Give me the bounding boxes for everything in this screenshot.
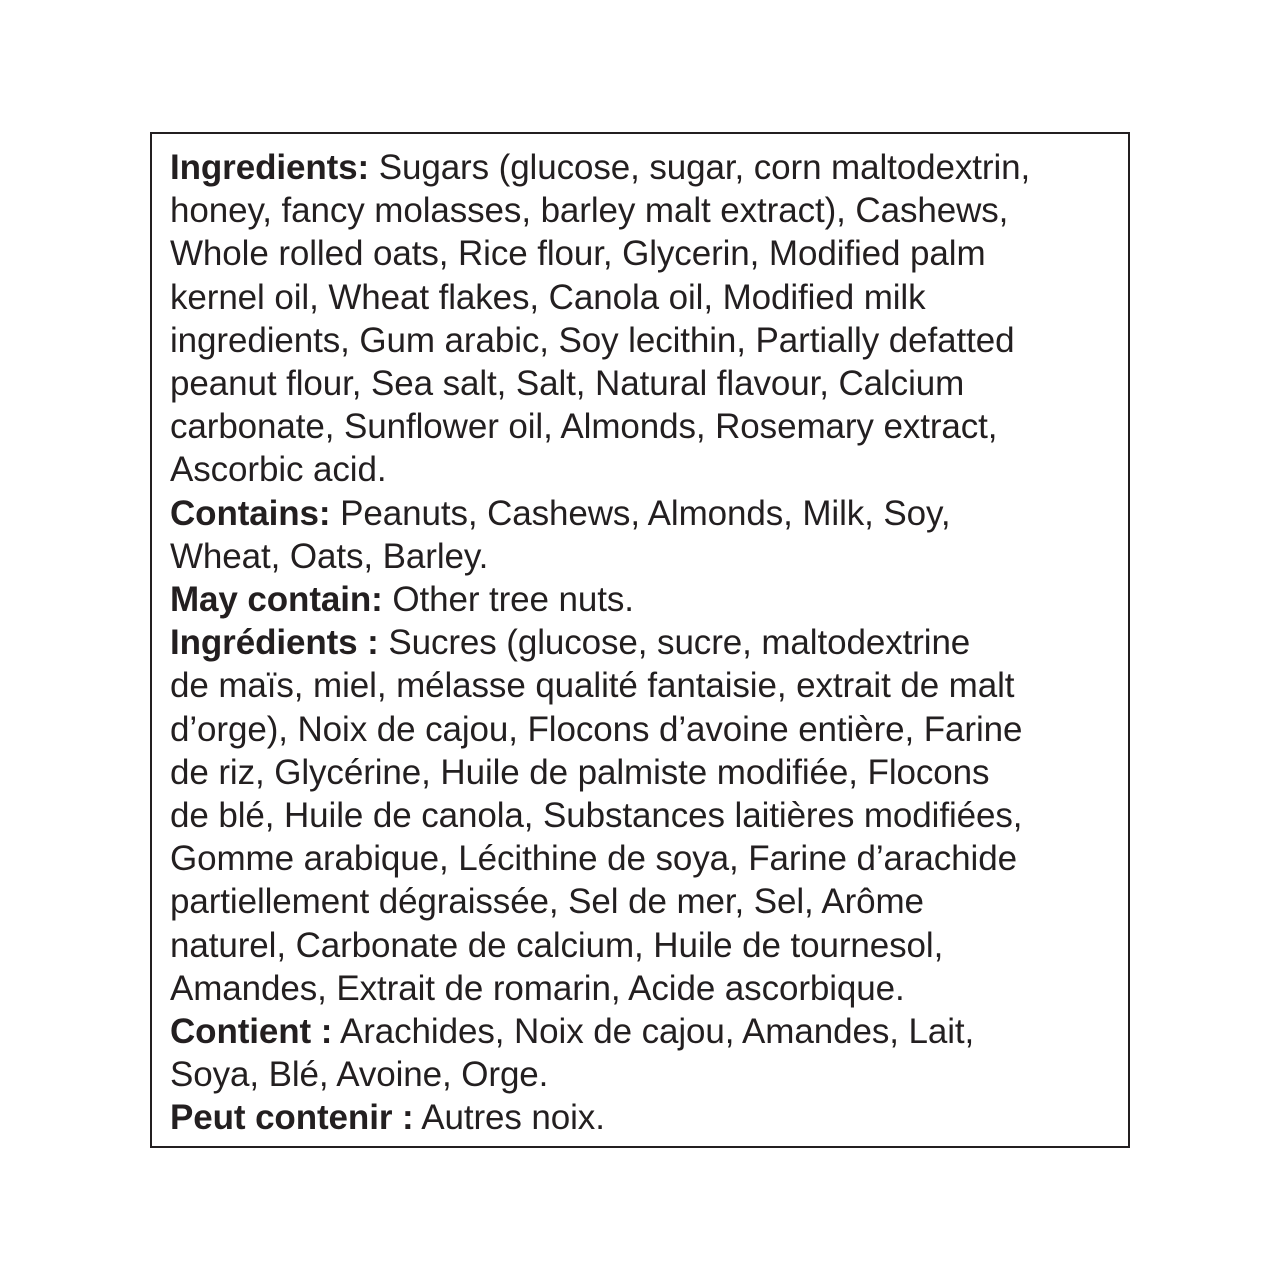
line-text: Amandes, Extrait de romarin, Acide ascorbique.	[170, 968, 905, 1008]
label-line	[170, 1096, 1120, 1139]
label-line	[170, 664, 1120, 707]
line-text: peanut flour, Sea salt, Salt, Natural flavour, Calcium	[170, 364, 965, 404]
line-text: Ascorbic acid.	[170, 450, 387, 490]
label-line	[170, 405, 1120, 448]
line-text: de maïs, miel, mélasse qualité fantaisie, extrait de malt	[170, 666, 1015, 706]
label-line	[170, 967, 1120, 1010]
label-line	[170, 880, 1120, 923]
section-heading: Contains:	[170, 493, 331, 533]
label-line	[170, 1053, 1120, 1096]
label-line	[170, 794, 1120, 837]
line-text: Other tree nuts.	[382, 580, 634, 620]
line-text: Gomme arabique, Lécithine de soya, Farine d’arachide	[170, 839, 1017, 879]
line-text: de blé, Huile de canola, Substances laitières modifiées,	[170, 796, 1023, 836]
line-text: Soya, Blé, Avoine, Orge.	[170, 1055, 549, 1095]
line-text: carbonate, Sunflower oil, Almonds, Rosemary extract,	[170, 407, 998, 447]
label-line	[170, 492, 1120, 535]
label-line	[170, 578, 1120, 621]
label-line	[170, 751, 1120, 794]
label-line	[170, 319, 1120, 362]
label-line	[170, 535, 1120, 578]
label-line	[170, 1010, 1120, 1053]
line-text: naturel, Carbonate de calcium, Huile de tournesol,	[170, 925, 944, 965]
line-text: honey, fancy molasses, barley malt extract), Cashews,	[170, 191, 1009, 231]
line-text: Arachides, Noix de cajou, Amandes, Lait,	[332, 1012, 975, 1052]
section-heading: Contient :	[170, 1012, 333, 1052]
line-text: Autres noix.	[413, 1098, 605, 1138]
ingredients-label-box	[150, 132, 1130, 1148]
label-line	[170, 189, 1120, 232]
section-heading: Ingrédients :	[170, 623, 379, 663]
label-line	[170, 708, 1120, 751]
label-line	[170, 924, 1120, 967]
ingredients-text-block	[170, 146, 1120, 1140]
line-text: d’orge), Noix de cajou, Flocons d’avoine entière, Farine	[170, 709, 1023, 749]
label-line	[170, 837, 1120, 880]
line-text: partiellement dégraissée, Sel de mer, Sel, Arôme	[170, 882, 924, 922]
label-line	[170, 232, 1120, 275]
line-text: kernel oil, Wheat flakes, Canola oil, Modified milk	[170, 277, 926, 317]
label-line	[170, 448, 1120, 491]
label-line	[170, 276, 1120, 319]
line-text: Whole rolled oats, Rice flour, Glycerin, Modified palm	[170, 234, 986, 274]
line-text: Wheat, Oats, Barley.	[170, 536, 489, 576]
section-heading: May contain:	[170, 580, 383, 620]
line-text: ingredients, Gum arabic, Soy lecithin, Partially defatted	[170, 320, 1015, 360]
line-text: de riz, Glycérine, Huile de palmiste modifiée, Flocons	[170, 752, 990, 792]
section-heading: Ingredients:	[170, 148, 370, 187]
label-line	[170, 621, 1120, 664]
section-heading: Peut contenir :	[170, 1098, 414, 1138]
label-line	[170, 146, 1120, 189]
label-line	[170, 362, 1120, 405]
line-text: Sugars (glucose, sugar, corn maltodextrin,	[369, 148, 1031, 187]
line-text: Peanuts, Cashews, Almonds, Milk, Soy,	[330, 493, 951, 533]
line-text: Sucres (glucose, sucre, maltodextrine	[378, 623, 971, 663]
